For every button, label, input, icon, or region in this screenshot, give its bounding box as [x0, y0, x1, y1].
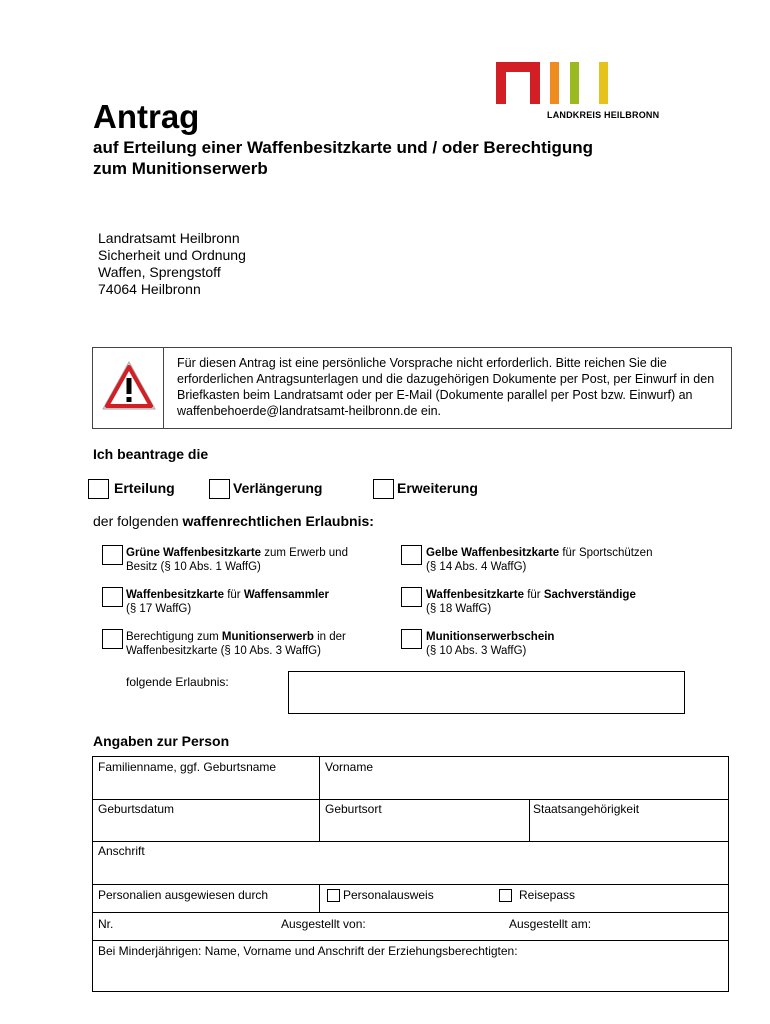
familienname-field[interactable]: Familienname, ggf. Geburtsname: [98, 760, 277, 774]
checkbox-verlaengerung[interactable]: [209, 479, 230, 499]
address-line-1: Landratsamt Heilbronn: [98, 230, 240, 246]
permit-munitionserwerbschein: Munitionserwerbschein (§ 10 Abs. 3 WaffG): [426, 631, 555, 657]
erziehungsberechtigte-field[interactable]: Bei Minderjährigen: Name, Vorname und Anschrift der Erziehungsberechtigten:: [98, 944, 518, 958]
row-divider-1: [93, 799, 728, 800]
permits-intro-plain: der folgenden: [93, 513, 183, 529]
checkbox-gruene-wbk[interactable]: [102, 545, 123, 565]
reisepass-label: Reisepass: [519, 888, 576, 902]
option-verlaengerung-label: Verlängerung: [233, 480, 323, 496]
logo-red-bracket-right: [530, 62, 540, 104]
permit-munitionserwerb: Berechtigung zum Munitionserwerb in der Waffenbesitzkarte (§ 10 Abs. 3 WaffG): [126, 631, 346, 657]
staatsangehoerigkeit-field[interactable]: Staatsangehörigkeit: [533, 802, 640, 816]
permits-intro-bold: waffenrechtlichen Erlaubnis:: [182, 513, 374, 529]
page-subtitle: auf Erteilung einer Waffenbesitzkarte und / oder Berechtigung zum Munitionserwerb: [93, 138, 593, 178]
permits-intro: [93, 513, 374, 529]
permit-gelbe-wbk: Gelbe Waffenbesitzkarte für Sportschützen (§ 14 Abs. 4 WaffG): [426, 547, 653, 573]
recipient-address: [98, 230, 246, 298]
checkbox-personalausweis[interactable]: [327, 889, 340, 902]
option-erweiterung-label: Erweiterung: [397, 480, 478, 496]
col-divider-3: [319, 884, 320, 912]
logo-red-bracket-left: [496, 62, 506, 104]
notice-box: [92, 347, 732, 429]
geburtsort-field[interactable]: Geburtsort: [325, 802, 382, 816]
permit-wbk-sachverstaendige: Waffenbesitzkarte für Sachverständige (§ 18 WaffG): [426, 589, 636, 615]
notice-divider: [163, 348, 164, 428]
personalausweis-label: Personalausweis: [343, 888, 434, 902]
logo-text: LANDKREIS HEILBRONN: [547, 110, 660, 120]
checkbox-wbk-sammler[interactable]: [102, 587, 123, 607]
checkbox-munitionserwerb[interactable]: [102, 629, 123, 649]
row-divider-4: [93, 912, 728, 913]
option-erteilung-label: Erteilung: [114, 480, 175, 496]
address-line-3: Waffen, Sprengstoff: [98, 264, 221, 280]
logo-yellow-bar: [599, 62, 608, 104]
checkbox-gelbe-wbk[interactable]: [401, 545, 422, 565]
row-divider-5: [93, 940, 728, 941]
geburtsdatum-field[interactable]: Geburtsdatum: [98, 802, 175, 816]
vorname-field[interactable]: Vorname: [325, 760, 374, 774]
checkbox-erteilung[interactable]: [88, 479, 109, 499]
personalien-label: Personalien ausgewiesen durch: [98, 888, 269, 902]
checkbox-erweiterung[interactable]: [373, 479, 394, 499]
logo-orange-bar: [550, 62, 559, 104]
col-divider-1: [319, 757, 320, 841]
other-permit-label: folgende Erlaubnis:: [126, 675, 229, 689]
logo-green-bar: [570, 62, 579, 104]
ausgestellt-von-field[interactable]: Ausgestellt von:: [281, 917, 366, 931]
address-line-4: 74064 Heilbronn: [98, 281, 201, 297]
col-divider-2: [529, 799, 530, 841]
address-line-2: Sicherheit und Ordnung: [98, 247, 246, 263]
ausgestellt-am-field[interactable]: Ausgestellt am:: [509, 917, 592, 931]
request-heading: Ich beantrage die: [93, 446, 209, 462]
checkbox-munitionserwerbschein[interactable]: [401, 629, 422, 649]
permit-wbk-sammler: Waffenbesitzkarte für Waffensammler (§ 17 WaffG): [126, 589, 330, 615]
permit-gruene-wbk: Grüne Waffenbesitzkarte zum Erwerb und Besitz (§ 10 Abs. 1 WaffG): [126, 547, 348, 573]
checkbox-wbk-sachverstaendige[interactable]: [401, 587, 422, 607]
notice-text: Für diesen Antrag ist eine persönliche Vorsprache nicht erforderlich. Bitte reichen Sie die erforderlichen Antragsunterlagen und die dazugehörigen Dokumente per Post, per Einwurf in den Briefkasten beim Landratsamt oder per E-Mail (Dokumente parallel per Post bzw. Einwurf) an waffenbehoerde@landratsamt-heilbronn.de ein.: [177, 356, 715, 418]
page-title: Antrag: [93, 98, 200, 135]
row-divider-3: [93, 884, 728, 885]
row-divider-2: [93, 841, 728, 842]
ausweis-nr-field[interactable]: Nr.: [98, 917, 114, 931]
anschrift-field[interactable]: Anschrift: [98, 844, 145, 858]
warning-triangle-icon: [101, 360, 157, 412]
checkbox-reisepass[interactable]: [499, 889, 512, 902]
other-permit-input[interactable]: [288, 671, 685, 714]
person-heading: Angaben zur Person: [93, 733, 230, 749]
person-table: [92, 756, 729, 992]
